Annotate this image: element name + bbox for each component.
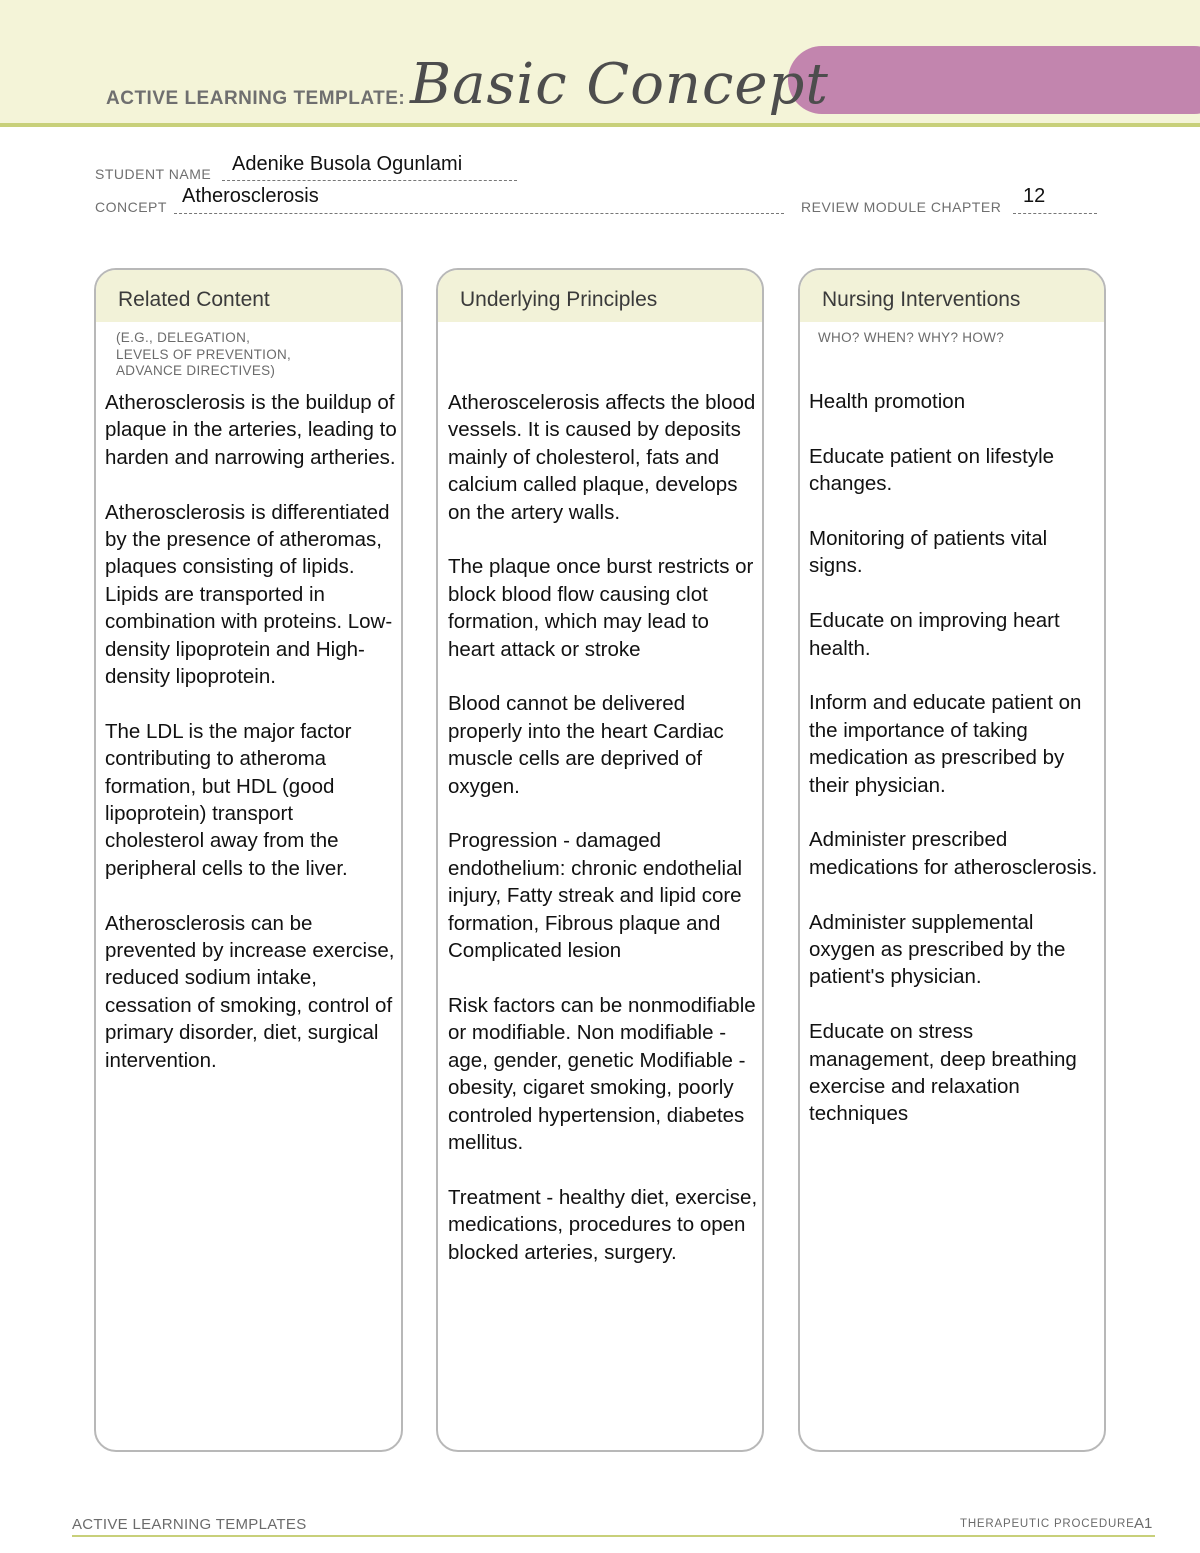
nursing-interventions-panel [798,268,1106,1452]
panel-subtitle: WHO? WHEN? WHY? HOW? [818,330,1005,345]
paragraph: Atherosclerosis is differentiated by the presence of atheromas, plaques consisting of lipids. Lipids are transported in combination with proteins. Low-density lipoprotein and High-density lipoprotein. [105,500,393,689]
paragraph: The LDL is the major factor contributing to atheroma formation, but HDL (good lipoprotein) transport cholesterol away from the peripheral cells to the liver. [105,719,352,880]
panel-body [448,389,760,1293]
page-title: Basic Concept [410,52,829,117]
concept-field[interactable]: Atherosclerosis [182,185,319,207]
subtitle-line: ADVANCE DIRECTIVES) [116,363,276,378]
panel-body [809,388,1101,1155]
student-name-line [222,180,517,181]
subtitle-line: (E.G., DELEGATION, [116,330,251,345]
template-label: ACTIVE LEARNING TEMPLATE: [106,88,406,109]
paragraph: Administer prescribed medications for atherosclerosis. [809,828,1098,879]
panel-body [105,389,397,1102]
panel-title: Nursing Interventions [822,288,1021,311]
related-content-panel [94,268,403,1452]
footer-left-label: ACTIVE LEARNING TEMPLATES [72,1516,307,1533]
chapter-line [1013,213,1097,214]
footer-divider [72,1535,1155,1537]
footer-right-label: THERAPEUTIC PROCEDURE [960,1518,1135,1530]
paragraph: Atherosclerosis is the buildup of plaque in the arteries, leading to harden and narrowing artheries. [105,391,397,469]
paragraph: Educate patient on lifestyle changes. [809,444,1055,496]
header-accent-pill [788,46,1200,114]
paragraph: Risk factors can be nonmodifiable or modifiable. Non modifiable - age, gender, genetic Modifiable - obesity, cigaret smoking, poorly controled hypertension, diabetes mellitus. [448,993,756,1154]
paragraph: The plaque once burst restricts or block blood flow causing clot formation, which may lead to heart attack or stroke [448,555,754,661]
concept-label: CONCEPT [95,199,167,215]
paragraph: Inform and educate patient on the importance of taking medication as prescribed by their physician. [809,691,1082,797]
paragraph: Atheroscelerosis affects the blood vessels. It is caused by deposits mainly of cholesterol, fats and calcium called plaque, develops on the artery walls. [448,391,756,524]
paragraph: Atherosclerosis can be prevented by increase exercise, reduced sodium intake, cessation of smoking, control of primary disorder, diet, surgical intervention. [105,911,395,1072]
concept-line [174,213,784,214]
paragraph: Monitoring of patients vital signs. [809,527,1048,578]
panel-title: Related Content [118,288,270,311]
underlying-principles-panel [436,268,764,1452]
student-name-field[interactable]: Adenike Busola Ogunlami [232,153,463,175]
footer-page-code: A1 [1134,1515,1153,1532]
panel-subtitle [116,330,291,380]
paragraph: Educate on stress management, deep breathing exercise and relaxation techniques [809,1020,1077,1126]
paragraph: Administer supplemental oxygen as prescribed by the patient's physician. [809,910,1066,989]
paragraph: Progression - damaged endothelium: chronic endothelial injury, Fatty streak and lipid core formation, Fibrous plaque and Complicated lesion [448,829,743,963]
panel-title: Underlying Principles [460,288,658,311]
paragraph: Blood cannot be delivered properly into the heart Cardiac muscle cells are deprived of oxygen. [448,692,724,798]
paragraph: Health promotion [809,390,966,413]
chapter-field[interactable]: 12 [1023,185,1046,207]
chapter-label: REVIEW MODULE CHAPTER [801,199,1002,215]
header-divider [0,123,1200,127]
student-name-label: STUDENT NAME [95,166,212,182]
paragraph: Educate on improving heart health. [809,609,1060,660]
subtitle-line: LEVELS OF PREVENTION, [116,346,292,362]
paragraph: Treatment - healthy diet, exercise, medications, procedures to open blocked arteries, surgery. [448,1185,758,1264]
